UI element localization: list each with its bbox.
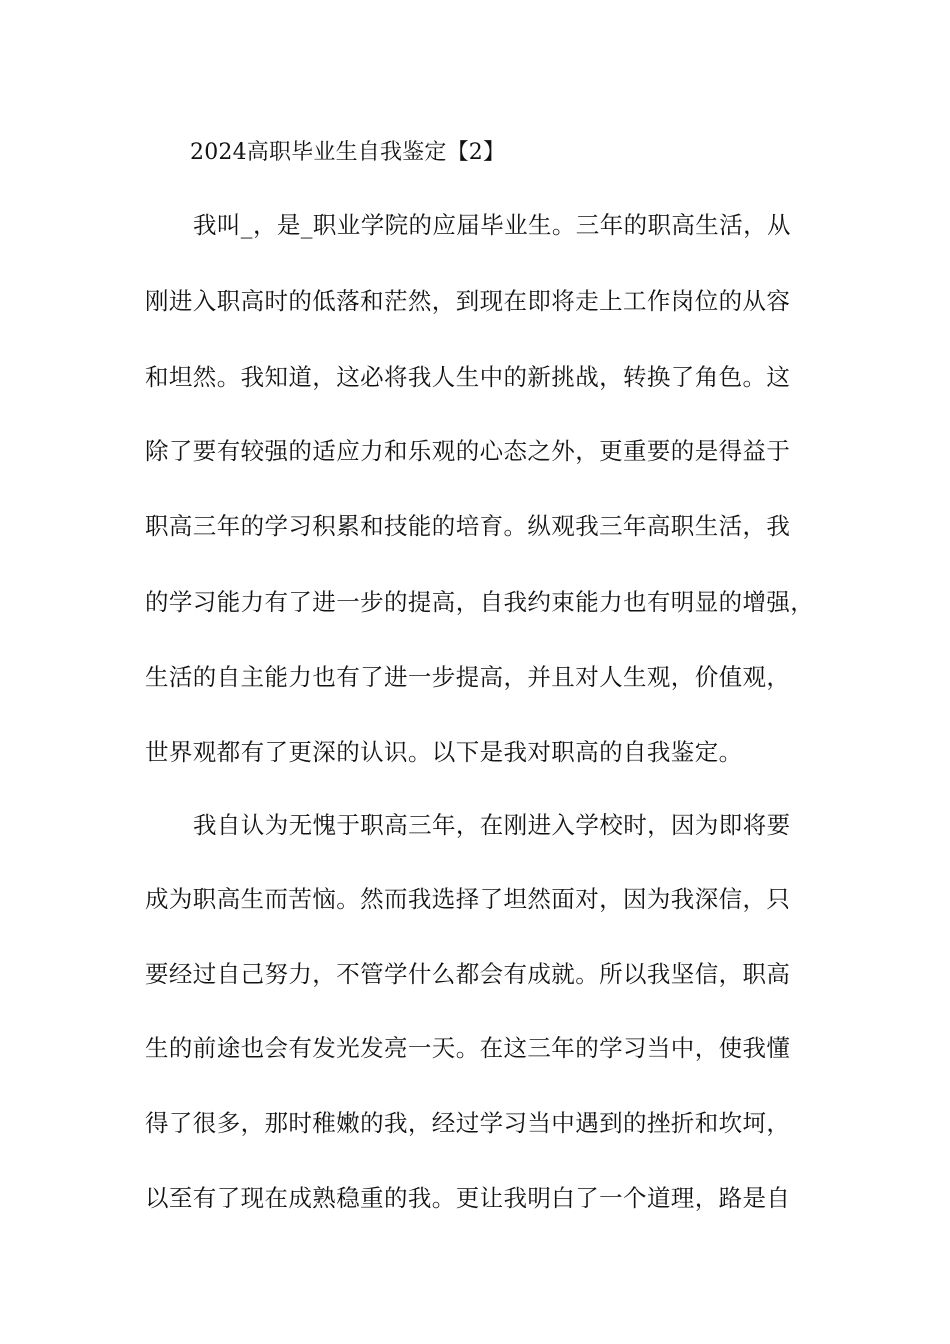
text-line: 刚进入职高时的低落和茫然，到现在即将走上工作岗位的从容: [145, 287, 791, 315]
text-line: 生的前途也会有发光发亮一天。在这三年的学习当中，使我懂: [145, 1034, 791, 1062]
document-title: 2024高职毕业生自我鉴定【2】: [190, 140, 506, 165]
text-line: 职高三年的学习积累和技能的培育。纵观我三年高职生活，我: [145, 512, 791, 540]
text-line: 我自认为无愧于职高三年，在刚进入学校时，因为即将要: [193, 811, 791, 839]
text-line: 世界观都有了更深的认识。以下是我对职高的自我鉴定。: [145, 738, 743, 766]
text-line: 成为职高生而苦恼。然而我选择了坦然面对，因为我深信，只: [145, 885, 791, 913]
text-line: 和坦然。我知道，这必将我人生中的新挑战，转换了角色。这: [145, 363, 791, 391]
text-line: 我叫_，是_职业学院的应届毕业生。三年的职高生活，从: [193, 211, 791, 239]
text-line: 的学习能力有了进一步的提高，自我约束能力也有明显的增强，: [145, 588, 815, 616]
text-line: 得了很多，那时稚嫩的我，经过学习当中遇到的挫折和坎坷，: [145, 1109, 791, 1137]
text-line: 要经过自己努力，不管学什么都会有成就。所以我坚信，职高: [145, 960, 791, 988]
text-line: 生活的自主能力也有了进一步提高，并且对人生观，价值观，: [145, 663, 791, 691]
text-line: 除了要有较强的适应力和乐观的心态之外，更重要的是得益于: [145, 437, 791, 465]
text-line: 以至有了现在成熟稳重的我。更让我明白了一个道理，路是自: [145, 1184, 791, 1212]
